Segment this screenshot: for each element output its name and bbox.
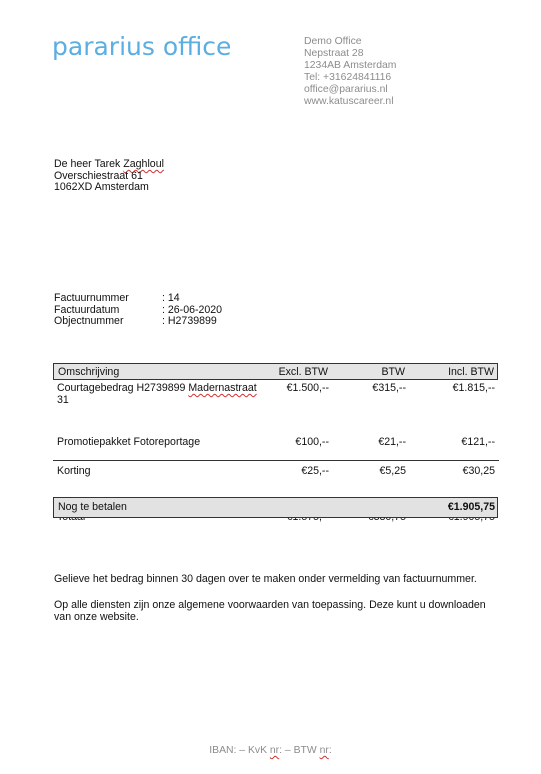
recipient-address-block xyxy=(54,159,164,194)
row-incl-vat: €1.815,-- xyxy=(452,382,495,394)
terms-note: Op alle diensten zijn onze algemene voorwaarden van toepassing. Deze kunt u downloaden van onze website. xyxy=(54,599,486,623)
footer-btw-nr: nr xyxy=(319,745,329,756)
recipient-name xyxy=(54,159,164,171)
row-excl-vat: €1.500,-- xyxy=(286,382,329,394)
footer-end: : xyxy=(328,745,332,756)
footer-bank-info xyxy=(0,745,541,756)
footer-kvk-nr: nr xyxy=(269,745,280,756)
table-row xyxy=(53,465,498,477)
recipient-salutation: De heer Tarek xyxy=(54,158,124,170)
company-street: Nepstraat 28 xyxy=(304,48,364,59)
header-excl-vat: Excl. BTW xyxy=(278,366,328,378)
company-city: 1234AB Amsterdam xyxy=(304,60,397,71)
header-vat: BTW xyxy=(381,366,405,378)
company-name: Demo Office xyxy=(304,36,362,47)
recipient-street: Overschiestraat 61 xyxy=(54,169,143,182)
row-description-number: 31 xyxy=(57,393,69,406)
row-vat: €5,25 xyxy=(379,465,406,477)
company-website: www.katuscareer.nl xyxy=(304,96,394,107)
row-description: Korting xyxy=(57,465,91,477)
amount-due-label: Nog te betalen xyxy=(58,501,127,513)
header-incl-vat: Incl. BTW xyxy=(448,366,494,378)
row-description-street: Madernastraat xyxy=(188,382,257,394)
recipient-surname: Zaghloul xyxy=(123,158,164,170)
row-description: Promotiepakket Fotoreportage xyxy=(57,436,201,448)
row-incl-vat: €30,25 xyxy=(462,465,495,477)
meta-value: : 26-06-2020 xyxy=(162,303,223,316)
footer-btw: : – BTW xyxy=(279,745,320,756)
total-divider xyxy=(53,460,499,461)
table-header xyxy=(53,363,498,380)
recipient-city: 1062XD Amsterdam xyxy=(54,181,149,193)
company-phone: Tel: +31624841116 xyxy=(304,72,392,83)
payment-note: Gelieve het bedrag binnen 30 dagen over te maken onder vermelding van factuurnummer. xyxy=(54,573,477,585)
meta-label: Factuurdatum xyxy=(54,303,120,316)
row-vat: €21,-- xyxy=(378,436,406,448)
company-logo: pararius office xyxy=(52,32,232,61)
table-row xyxy=(53,383,498,407)
meta-label: Objectnummer xyxy=(54,315,124,327)
row-incl-vat: €121,-- xyxy=(461,436,495,448)
meta-value: : H2739899 xyxy=(162,315,217,327)
row-description-text: Courtagebedrag H2739899 xyxy=(57,382,189,394)
meta-value: : 14 xyxy=(162,292,180,304)
footer-iban-kvk: IBAN: – KvK xyxy=(209,745,270,756)
row-excl-vat: €25,-- xyxy=(301,465,329,477)
amount-due-value: €1.905,75 xyxy=(447,501,495,513)
company-address-block xyxy=(304,36,396,108)
row-description xyxy=(57,383,257,406)
meta-label: Factuurnummer xyxy=(54,292,129,304)
invoice-table xyxy=(53,363,498,380)
amount-due-box xyxy=(53,497,498,518)
company-email: office@pararius.nl xyxy=(304,84,388,95)
row-excl-vat: €100,-- xyxy=(295,436,329,448)
header-description: Omschrijving xyxy=(58,366,120,378)
row-vat: €315,-- xyxy=(372,382,406,394)
table-row xyxy=(53,436,498,448)
